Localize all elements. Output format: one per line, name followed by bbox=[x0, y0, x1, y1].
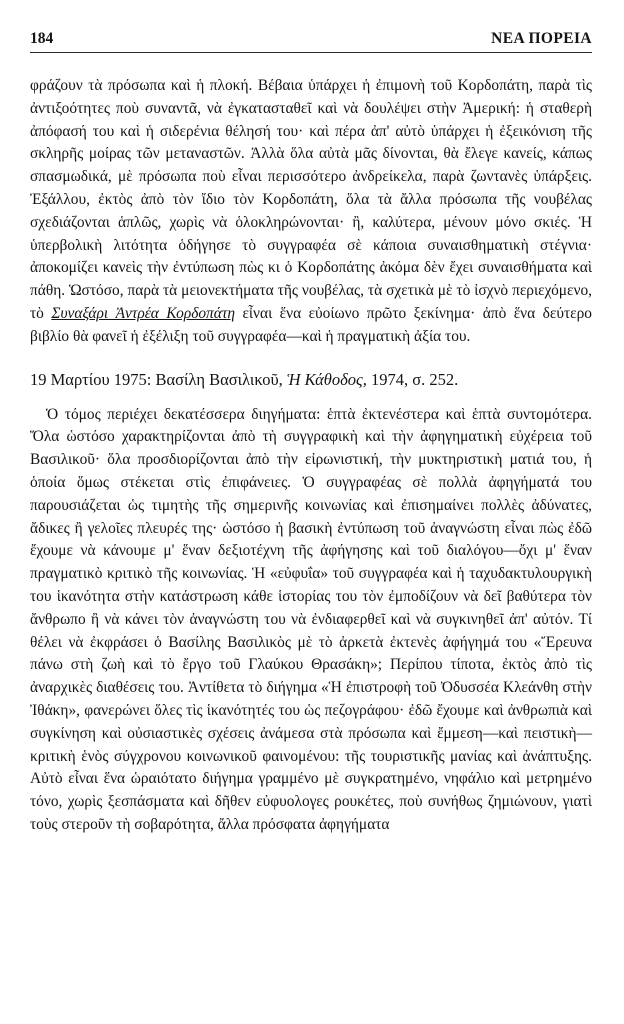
book-title-reference: Συναξάρι Ἀντρέα Κορδοπάτη bbox=[51, 304, 235, 322]
paragraph-continued bbox=[30, 75, 592, 349]
journal-title: ΝΕΑ ΠΟΡΕΙΑ bbox=[491, 30, 592, 47]
paragraph-text-end: εἶναι ἕνα εὐοίωνο πρῶτο ξεκίνημα· ἀπὸ ἕνα δεύτερο βιβλίο θὰ φανεῖ ἡ ἐξέλιξη τοῦ συγγραφέα—καὶ ἡ πραγματικὴ ἀξία του. bbox=[30, 304, 592, 345]
paragraph-text: φράζουν τὰ πρόσωπα καὶ ἡ πλοκή. Βέβαια ὑπάρχει ἡ ἐπιμονὴ τοῦ Κορδοπάτη, παρὰ τὶς ἀντιξοότητες ποὺ συναντᾶ, νὰ ἐγκατασταθεῖ καὶ νὰ δουλέψει στὴν Ἀμερική: ἡ σταθερὴ ἀπόφασή του καὶ ἡ σιδερένια θέλησή του· καὶ πέρα ἀπ' αὐτὸ ὑπάρχει ἡ ἐξεικόνιση τῆς σκληρῆς μοίρας τῶν μεταναστῶν. Ἀλλὰ ὅλα αὐτὰ μᾶς δίνονται, θὰ ἔλεγε κανείς, κάπως σπασμωδικά, μὲ πρόσωπα ποὺ εἶναι περισσότερο ἀνδρείκελα, παρὰ ζωντανὲς ὑπάρξεις. Ἐξάλλου, ἐκτὸς ἀπὸ τὸν ἴδιο τὸν Κορδοπάτη, ὅλα τὰ ἄλλα πρόσωπα τῆς νουβέλας σχεδιάζονται ἁπλῶς, χωρὶς νὰ ὁλοκληρώνονται· ἢ, καλύτερα, μένουν μόνο σκιές. Ἡ ὑπερβολικὴ λιτότητα ὁδήγησε τὸ συγγραφέα σὲ κάποια συναισθηματικὴ στέγνια· ἀποκομίζει κανεὶς τὴν ἐντύπωση πὼς κι ὁ Κορδοπάτης ἀκόμα δὲν ἔχει συναισθήματα καὶ πάθη. Ὡστόσο, παρὰ τὰ μειονεκτήματα τῆς νουβέλας, τὰ σχετικὰ μὲ τὸ ἰσχνὸ περιεχόμενο, τὸ bbox=[30, 77, 592, 322]
review-date: 19 Μαρτίου 1975: bbox=[30, 369, 152, 389]
running-header bbox=[30, 30, 592, 53]
review-details: 1974, σ. 252. bbox=[371, 369, 459, 389]
review-book-title: Ἡ Κάθοδος, bbox=[286, 369, 367, 389]
review-paragraph bbox=[30, 404, 592, 837]
review-heading bbox=[30, 370, 592, 390]
book-page bbox=[30, 30, 592, 837]
review-text: Ὁ τόμος περιέχει δεκατέσσερα διηγήματα: ἑπτὰ ἐκτενέστερα καὶ ἑπτὰ συντομότερα. Ὅλα ὡστόσο χαρακτηρίζονται ἀπὸ τὴ συγγραφικὴ καὶ τὴν ἀφηγηματικὴ εὐχέρεια τοῦ Βασιλικοῦ· ὅλα προσδιορίζονται ἀπὸ τὴν εἰρωνιστική, τὴν μυκτηριστικὴ ματιά του, ἡ ὁποία ὅμως στέκεται στὶς ἐπιφάνειες. Ὁ συγγραφέας σὲ πολλὰ ἀφηγήματά του παρουσιάζεται ὡς τιμητὴς τῆς σημερινῆς κοινωνίας καὶ ἐπισημαίνει πολλὲς ἀδύνατες, ἄδικες ἢ γελοῖες πλευρές της· ὡστόσο ἡ βασικὴ ἐντύπωση τοῦ ἀναγνώστη εἶναι πὼς ἐδῶ ἔχουμε νὰ κάνουμε μ' ἕναν δεξιοτέχνη τῆς ἀφήγησης καὶ τοῦ διαλόγου—ὄχι μ' ἕναν πραγματικὸ κριτικὸ τῆς κοινωνίας. Ἡ «εὐφυΐα» τοῦ συγγραφέα καὶ ἡ ταχυδακτυλουργικὴ του ἱκανότητα στὴν κατάστρωση κάθε ἱστορίας του τὸν ἐμποδίζουν νὰ δεῖ βαθύτερα τὸν ἄνθρωπο ἢ νὰ κάνει τὸν ἀναγνώστη του νὰ ἐνδιαφερθεῖ καὶ νὰ συγκινηθεῖ ἀπ' αὐτόν. Τί θέλει νὰ ἐκφράσει ὁ Βασίλης Βασιλικὸς μὲ τὸ ἀρκετὰ ἐκτενὲς ἀφήγημά του «Ἔρευνα πάνω στὴ ζωὴ καὶ τὸ ἔργο τοῦ Γλαύκου Θρασάκη»; Περίπου τίποτα, ἐκτὸς ἀπὸ τὶς ἀναρχικὲς διαθέσεις του. Ἀντίθετα τὸ διήγημα «Ἡ ἐπιστροφὴ τοῦ Ὀδυσσέα Κλεάνθη στὴν Ἰθάκη», φανερώνει ὅλες τὶς ἱκανότητές του ὡς πεζογράφου· ἐδῶ ἔχουμε καὶ ἀνθρωπιὰ καὶ συγκίνηση καὶ οὐσιαστικὲς σχέσεις ἀνάμεσα στὰ πρόσωπα καὶ ἔμμεση—καὶ πειστικὴ—κριτικὴ ἑνὸς σύγχρονου κοινωνικοῦ φαινομένου: τῆς τουριστικῆς μανίας καὶ ἀνάπτυξης. Αὐτὸ εἶναι ἕνα ὡραιότατο διήγημα γραμμένο μὲ συγκρατημένο, νηφάλιο καὶ μετρημένο τόνο, χωρὶς ξεσπάσματα καὶ δῆθεν εὐφυολογες ρουκέτες, ποὺ συνήθως ζημιώνουν, γιατὶ τοὺς στεροῦν τὴ σοβαρότητα, ἄλλα πρόσφατα ἀφηγήματα bbox=[30, 405, 592, 833]
review-author: Βασίλη Βασιλικοῦ, bbox=[155, 369, 283, 389]
page-number: 184 bbox=[30, 30, 54, 47]
